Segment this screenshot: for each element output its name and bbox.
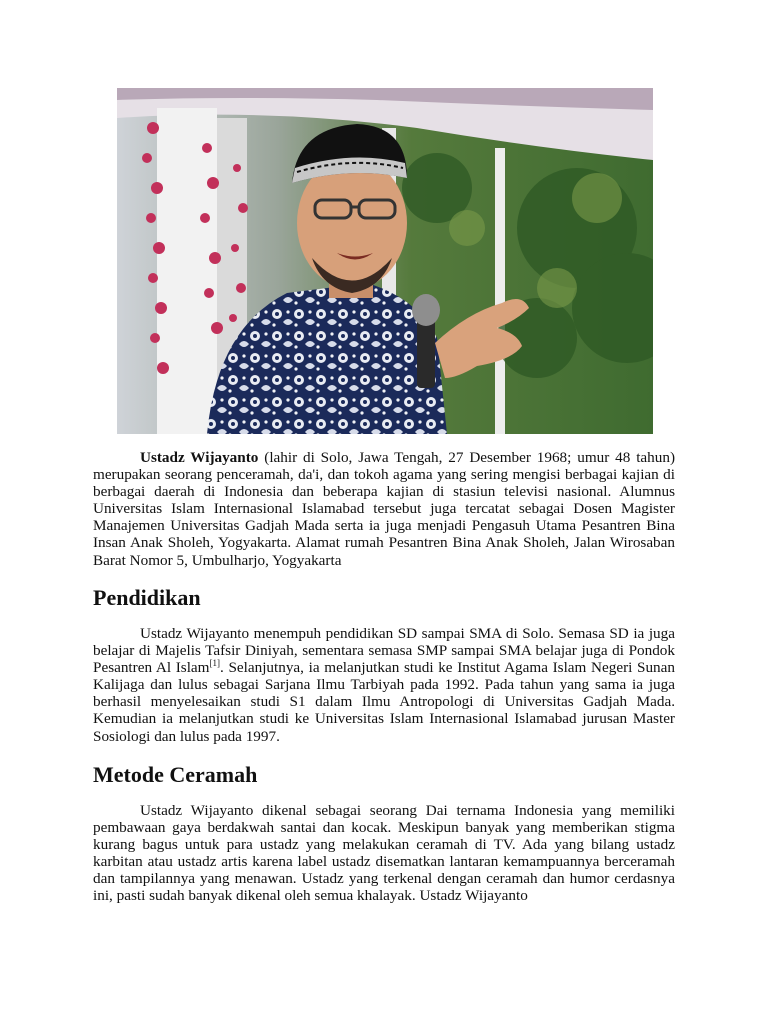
education-text-part-2: . Selanjutnya, ia melanjutkan studi ke Institut Agama Islam Negeri Sunan Kalijaga dan lulus sebagai Sarjana Ilmu Tarbiyah pada 1992. Pada tahun yang sama ia juga berhasil menyelesaikan studi S1 dalam Ilmu Antropologi di Universitas Gadjah Mada. Kemudian ia melanjutkan studi ke Universitas Islam Internasional Islamabad jurusan Master Sosiologi dan lulus pada 1997. — [93, 659, 675, 745]
section-heading-education: Pendidikan — [93, 585, 201, 610]
subject-name: Ustadz Wijayanto — [140, 449, 259, 466]
reference-link[interactable]: [1] — [209, 658, 220, 669]
education-paragraph — [93, 625, 675, 745]
intro-paragraph — [93, 449, 675, 569]
method-paragraph — [93, 802, 675, 905]
education-text-part-1: Ustadz Wijayanto menempuh pendidikan SD sampai SMA di Solo. Semasa SD ia juga belajar di Majelis Tafsir Diniyah, sementara semasa SMP sampai SMA belajar juga di Pondok Pesantren Al Islam — [93, 625, 675, 677]
section-heading-method: Metode Ceramah — [93, 762, 258, 787]
portrait-photo — [117, 88, 653, 434]
method-text: Ustadz Wijayanto dikenal sebagai seorang Dai ternama Indonesia yang memiliki pembawaan gaya berdakwah santai dan kocak. Meskipun banyak yang memberikan stigma kurang bagus untuk para ustadz yang melakukan ceramah di TV. Ada yang bilang ustadz karbitan atau ustadz artis karena label ustadz disematkan lantaran kemampuannya berceramah dan tampilannya yang menawan. Ustadz yang terkenal dengan ceramah dan humor cerdasnya ini, pasti sudah banyak dikenal oleh semua khalayak. Ustadz Wijayanto — [93, 802, 675, 905]
intro-text: (lahir di Solo, Jawa Tengah, 27 Desember 1968; umur 48 tahun) merupakan seorang penceramah, da'i, dan tokoh agama yang sering mengisi berbagai kajian di berbagai daerah di Indonesia dan beberapa kajian di stasiun televisi nasional. Alumnus Universitas Islam Internasional Islamabad tersebut juga tercatat sebagai Dosen Magister Manajemen Universitas Gadjah Mada serta ia juga menjadi Pengasuh Utama Pesantren Bina Insan Anak Sholeh, Yogyakarta. Alamat rumah Pesantren Bina Anak Sholeh, Jalan Wirosaban Barat Nomor 5, Umbulharjo, Yogyakarta — [93, 449, 676, 569]
